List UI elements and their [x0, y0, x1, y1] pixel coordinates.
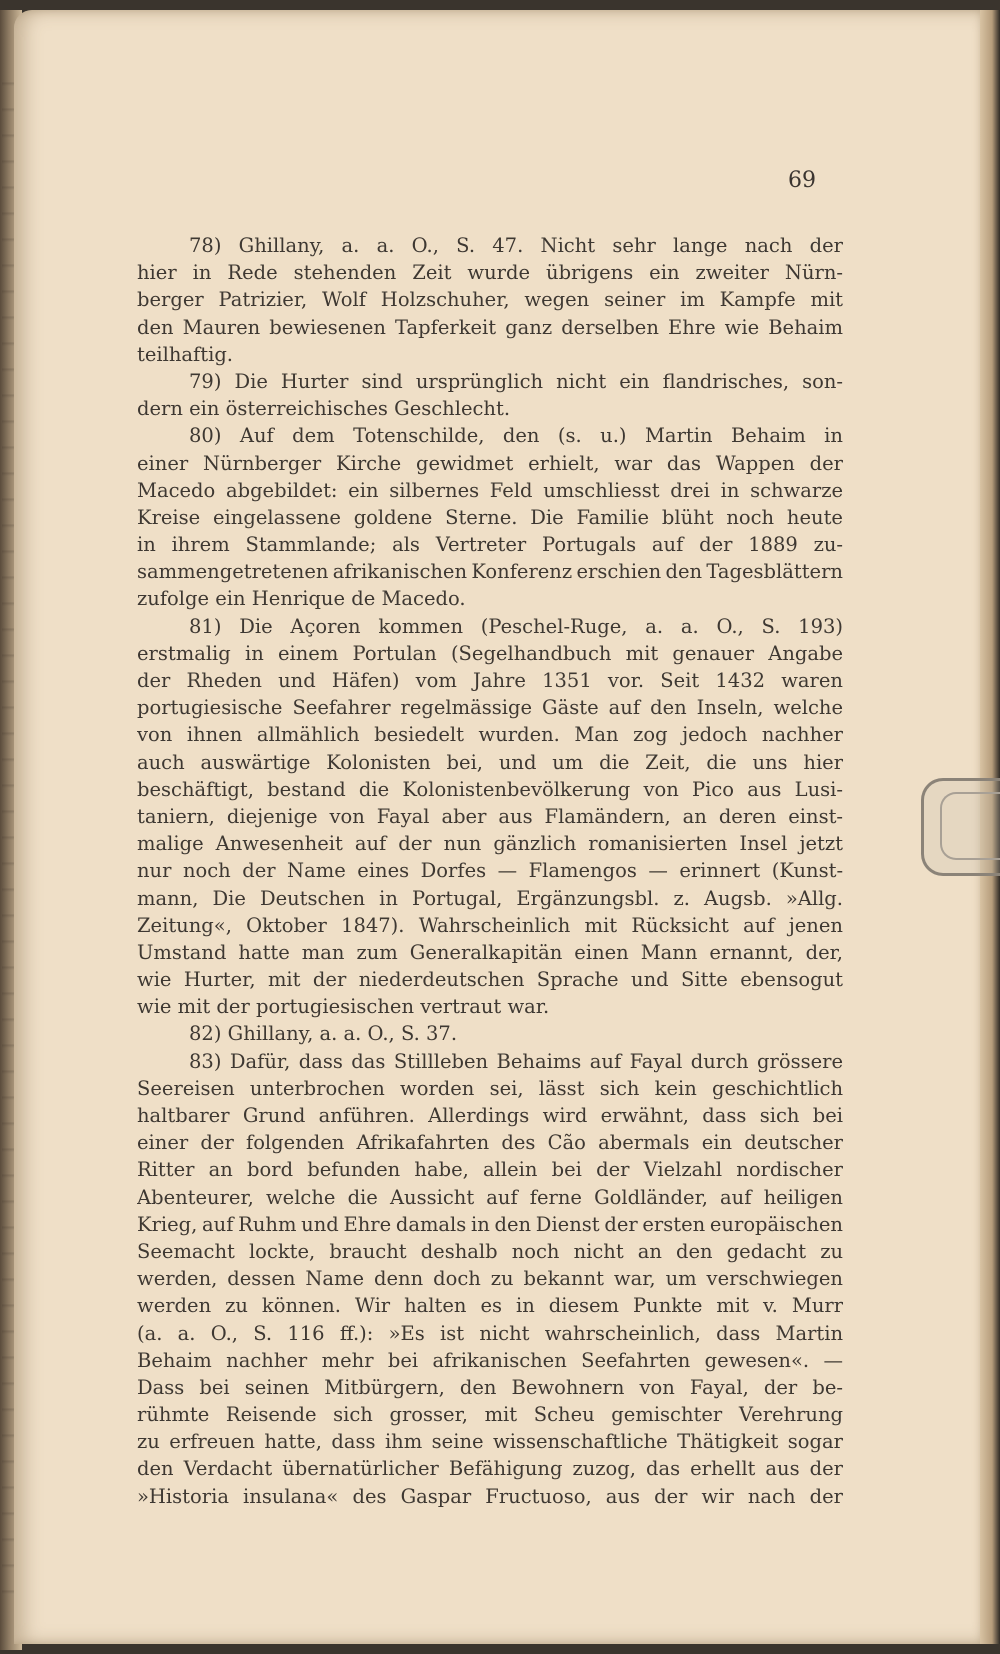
text-line: Macedo abgebildet: ein silbernes Feld umschliesst drei in schwarze	[137, 478, 843, 502]
text-line: in ihrem Stammlande; als Vertreter Portugals auf der 1889 zu-	[137, 533, 843, 557]
text-line: »Historia insulana« des Gaspar Fructuoso, aus der wir nach der	[137, 1484, 843, 1508]
text-line: Abenteurer, welche die Aussicht auf ferne Goldländer, auf heiligen	[137, 1185, 843, 1209]
text-line: Zeitung«, Oktober 1847). Wahrscheinlich mit Rücksicht auf jenen	[137, 913, 843, 937]
page-number: 69	[788, 168, 816, 193]
paper-clip-inner	[940, 792, 1000, 860]
text-line: den Verdacht übernatürlicher Befähigung zuzog, das erhellt aus der	[137, 1457, 843, 1481]
text-line: nur noch der Name eines Dorfes — Flamengos — erinnert (Kunst-	[137, 859, 843, 883]
text-line: 79) Die Hurter sind ursprünglich nicht ein flandrisches, son-	[189, 369, 843, 393]
text-line: haltbarer Grund anführen. Allerdings wird erwähnt, dass sich bei	[137, 1104, 843, 1127]
text-line: wie Hurter, mit der niederdeutschen Sprache und Sitte ebensogut	[137, 968, 843, 992]
text-line: Seemacht lockte, braucht deshalb noch nicht an den gedacht zu	[137, 1239, 843, 1263]
text-line: zufolge ein Henrique de Macedo.	[137, 587, 466, 611]
text-line: sammengetretenen afrikanischen Konferenz erschien den Tagesblättern	[137, 560, 843, 584]
text-line: Kreise eingelassene goldene Sterne. Die Familie blüht noch heute	[137, 505, 843, 529]
text-line: mann, Die Deutschen in Portugal, Ergänzungsbl. z. Augsb. »Allg.	[137, 886, 843, 910]
text-line: dern ein österreichisches Geschlecht.	[137, 397, 511, 421]
text-line: werden zu können. Wir halten es in diesem Punkte mit v. Murr	[137, 1294, 843, 1318]
text-line: auch auswärtige Kolonisten bei, und um die Zeit, die uns hier	[137, 750, 843, 774]
text-line: von ihnen allmählich besiedelt wurden. Man zog jedoch nachher	[137, 723, 843, 747]
text-line: Krieg, auf Ruhm und Ehre damals in den Dienst der ersten europäischen	[137, 1212, 843, 1236]
text-line: taniern, diejenige von Fayal aber aus Flamändern, an deren einst-	[137, 804, 843, 828]
text-line: wie mit der portugiesischen vertraut war.	[137, 995, 550, 1019]
text-line: portugiesische Seefahrer regelmässige Gäste auf den Inseln, welche	[137, 696, 843, 720]
book-page	[14, 10, 984, 1644]
text-line: den Mauren bewiesenen Tapferkeit ganz derselben Ehre wie Behaim	[137, 315, 843, 339]
text-line: einer der folgenden Afrikafahrten des Cão abermals ein deutscher	[137, 1131, 843, 1155]
text-line: erstmalig in einem Portulan (Segelhandbuch mit genauer Angabe	[137, 641, 843, 665]
text-line: beschäftigt, bestand die Kolonistenbevölkerung von Pico aus Lusi-	[137, 777, 843, 801]
text-line: 80) Auf dem Totenschilde, den (s. u.) Martin Behaim in	[189, 424, 843, 448]
text-line: 81) Die Açoren kommen (Peschel-Ruge, a. a. O., S. 193)	[189, 614, 843, 638]
text-line: rühmte Reisende sich grosser, mit Scheu gemischter Verehrung	[137, 1403, 843, 1427]
text-line: Seereisen unterbrochen worden sei, lässt sich kein geschichtlich	[137, 1076, 843, 1100]
text-line: Umstand hatte man zum Generalkapitän einen Mann ernannt, der,	[137, 940, 843, 964]
footnotes-text-block	[137, 232, 843, 1510]
text-line: der Rheden und Häfen) vom Jahre 1351 vor. Seit 1432 waren	[137, 669, 843, 692]
text-line: Dass bei seinen Mitbürgern, den Bewohnern von Fayal, der be-	[137, 1375, 843, 1399]
text-line: hier in Rede stehenden Zeit wurde übrigens ein zweiter Nürn-	[137, 261, 843, 285]
text-line: (a. a. O., S. 116 ff.): »Es ist nicht wahrscheinlich, dass Martin	[137, 1321, 843, 1345]
text-line: zu erfreuen hatte, dass ihm seine wissenschaftliche Thätigkeit sogar	[137, 1430, 843, 1454]
text-line: teilhaftig.	[137, 342, 234, 366]
text-line: werden, dessen Name denn doch zu bekannt war, um verschwiegen	[137, 1267, 843, 1291]
text-line: Behaim nachher mehr bei afrikanischen Seefahrten gewesen«. —	[137, 1348, 843, 1372]
text-line: Ritter an bord befunden habe, allein bei der Vielzahl nordischer	[137, 1158, 843, 1182]
text-line: 83) Dafür, dass das Stillleben Behaims auf Fayal durch grössere	[189, 1049, 843, 1073]
text-line: berger Patrizier, Wolf Holzschuher, wegen seiner im Kampfe mit	[137, 288, 843, 312]
text-line: 78) Ghillany, a. a. O., S. 47. Nicht sehr lange nach der	[189, 234, 843, 257]
text-line: 82) Ghillany, a. a. O., S. 37.	[189, 1022, 458, 1046]
text-line: einer Nürnberger Kirche gewidmet erhielt, war das Wappen der	[137, 451, 843, 475]
text-line: malige Anwesenheit auf der nun gänzlich romanisierten Insel jetzt	[137, 832, 843, 856]
